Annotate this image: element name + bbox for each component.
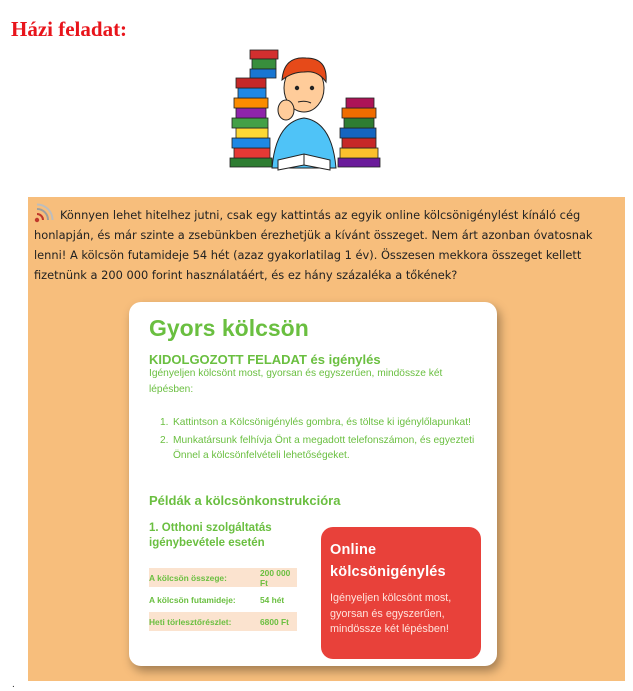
list-item: 2. Munkatársunk felhívja Önt a megadott telefonszámon, és egyezteti Önnel a kölcsönfelvételi lehetőségeket.	[160, 435, 475, 461]
table-row: A kölcsön összege: 200 000 Ft	[149, 568, 297, 587]
task-text: Könnyen lehet hitelhez jutni, csak egy kattintás az egyik online kölcsönigénylést kínáló cég honlapján, és már szinte a zsebünkben érezhetjük a kívánt összeget. Nem árt azonban óvatosnak lenni! A kölcsön futamideje 54 hét (azaz gyakorlatilag 1 év). Összesen mekkora összeget kellett fizetnünk a 200 000 forint használatáért, és ez hány százaléka a tőkének?	[34, 208, 593, 282]
step-list	[160, 415, 489, 466]
left-book-stack	[230, 78, 272, 167]
online-application-button[interactable]	[321, 527, 481, 659]
section-heading: KIDOLGOZOTT FELADAT és igénylés	[149, 352, 381, 367]
page-title: Házi feladat:	[11, 17, 128, 41]
examples-heading: Példák a kölcsönkonstrukcióra	[149, 493, 341, 508]
card-title: Gyors kölcsön	[149, 315, 309, 341]
cta-text: Igényeljen kölcsönt most, gyorsan és egyszerűen, mindössze két lépésben!	[330, 592, 452, 635]
intro-text: Igényeljen kölcsönt most, gyorsan és egyszerűen, mindössze két lépésben:	[149, 368, 443, 395]
table-row: Heti törlesztőrészlet: 6800 Ft	[149, 612, 297, 631]
example-title: 1. Otthoni szolgáltatás igénybevétele esetén	[149, 522, 272, 549]
list-item: 1. Kattintson a Kölcsönigénylés gombra, és töltse ki igénylőlapunkat!	[160, 417, 471, 428]
loan-advert-card	[129, 302, 497, 666]
loan-details-table	[149, 568, 297, 634]
footer-marker: .	[12, 679, 15, 690]
cta-title: Online kölcsönigénylés	[330, 542, 446, 580]
student-with-books-illustration	[220, 40, 386, 176]
right-book-stack	[338, 98, 380, 167]
task-box	[28, 197, 625, 681]
table-row: A kölcsön futamideje: 54 hét	[149, 594, 285, 605]
